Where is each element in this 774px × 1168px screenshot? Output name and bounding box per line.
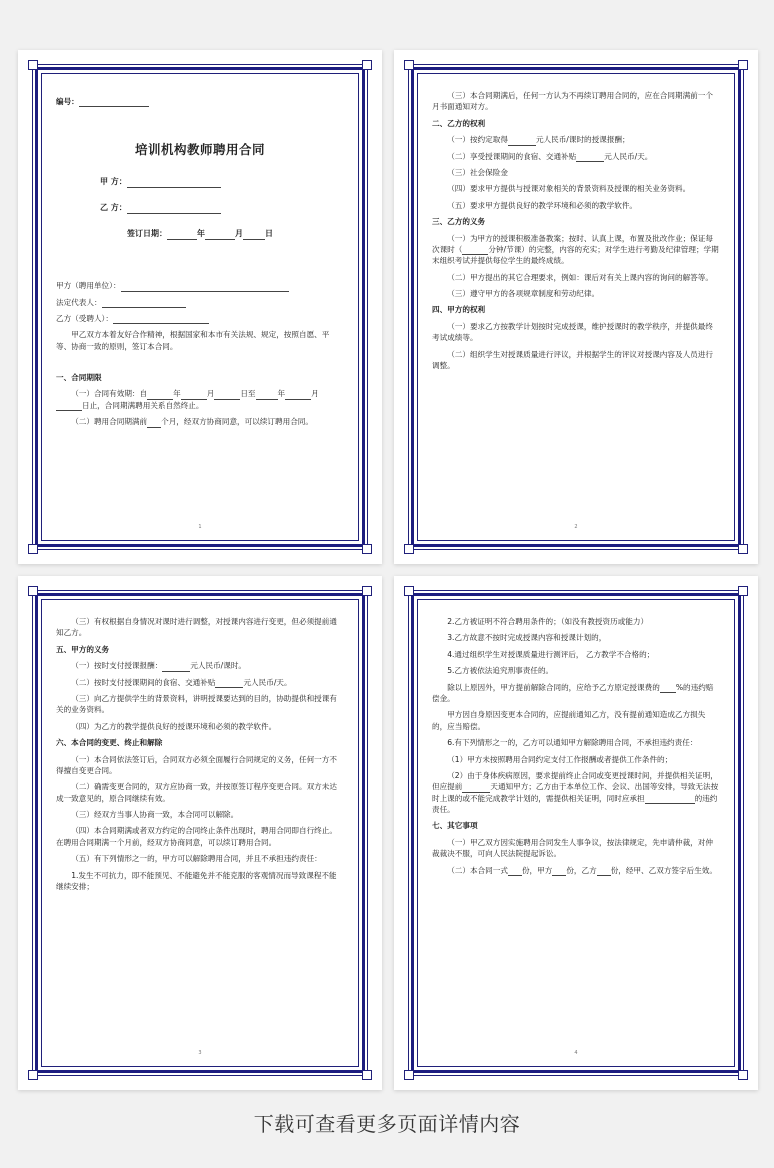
- section-heading: 二、乙方的权利: [432, 118, 486, 128]
- page-number: 3: [198, 1050, 202, 1056]
- paragraph: （二）享受授课期间的食宿、交通补贴 元人民币/天。: [447, 151, 653, 161]
- download-more-link[interactable]: 下载可查看更多页面详情内容: [253, 1112, 521, 1136]
- party-b-person: 乙方（受聘人）：: [56, 313, 344, 324]
- paragraph: （1）甲方未按照聘用合同约定支付工作报酬或者提供工作条件的；: [447, 754, 673, 764]
- paragraph: 5.乙方被依法追究刑事责任的。: [447, 666, 554, 676]
- paragraph: （三）有权根据自身情况对课时进行调整，对授课内容进行变更，但必须提前通知乙方。: [56, 617, 337, 638]
- document-page-4: [394, 576, 758, 1090]
- paragraph: （五）要求甲方提供良好的教学环境和必须的教学软件。: [447, 200, 638, 210]
- paragraph: （三）向乙方提供学生的背景资料，讲明授课要达到的目的，协助提供和授课有关的业务资料。: [56, 693, 337, 715]
- party-a-unit: 甲方（聘用单位）：: [56, 280, 344, 291]
- party-a-line: 甲 方：: [100, 176, 344, 188]
- document-page-2: [394, 50, 758, 564]
- paragraph: （三）本合同期满后，任何一方认为不再续订聘用合同的，应在合同期满前一个月书面通知对方。: [432, 91, 713, 112]
- paragraph: （一）为甲方的授课积极准备教案；按时、认真上课，布置及批改作业；保证每次课时（ 分钟/节课）的完整，内容的充实；对学生进行考勤及纪律管理；学期末组织考试并提供每位学生的最终成绩。: [432, 233, 719, 266]
- paragraph: 甲方因自身原因变更本合同的，应提前通知乙方，没有提前通知造成乙方损失的，应当赔偿。: [432, 710, 706, 731]
- paragraph: （二）甲方提出的其它合理要求，例如：课后对有关上课内容的询问的解答等。: [447, 272, 713, 282]
- paragraph: （一）按约定取得 元人民币/课时的授课报酬；: [447, 135, 630, 145]
- page-title: 培训机构教师聘用合同: [134, 142, 265, 158]
- paragraph: （三）遵守甲方的各项规章制度和劳动纪律。: [447, 289, 600, 299]
- legal-representative: 法定代表人：: [56, 297, 344, 308]
- paragraph: 1.发生不可抗力，即不能预见、不能避免并不能克服的客观情况而导致课程不能继续安排；: [56, 870, 337, 892]
- paragraph: 4.通过组织学生对授课质量进行测评后， 乙方教学不合格的；: [447, 649, 655, 659]
- section-heading: 四、甲方的权利: [432, 305, 486, 315]
- paragraph: （一）要求乙方按教学计划按时完成授课，维护授课时的教学秩序，并提供最终考试成绩等。: [432, 321, 713, 343]
- paragraph: （一）甲乙双方因实施聘用合同发生人事争议，按法律规定，先申请仲裁，对仲裁裁决不服，可向人民法院提起诉讼。: [432, 837, 713, 859]
- paragraph: （一）按时支付授课报酬： 元人民币/课时。: [71, 661, 247, 671]
- section-heading: 六、本合同的变更、终止和解除: [56, 738, 163, 748]
- page-number: 4: [574, 1050, 578, 1056]
- paragraph: 3.乙方故意不按时完成授课内容和授课计划的，: [447, 633, 607, 643]
- page-number: 2: [574, 524, 578, 530]
- paragraph: （二）组织学生对授课质量进行评议，并根据学生的评议对授课内容及人员进行调整。: [432, 349, 713, 371]
- document-page-1: [18, 50, 382, 564]
- paragraph: （二）确需变更合同的，双方应协商一致，并按原签订程序变更合同。双方未达成一致意见的，原合同继续有效。: [56, 782, 337, 803]
- section-heading: 一、合同期限: [56, 373, 102, 383]
- paragraph: （2）由于身体疾病原因，要求提前终止合同或变更授课时间，并提供相关证明，但应提前 天通知甲方；乙方由于本单位工作、会议、出国等安排，导致无法按时上课的或不能完成教学计划的，需提供相关证明，同时应承担 的违约责任。: [432, 770, 719, 815]
- paragraph: 6.有下列情形之一的，乙方可以通知甲方解除聘用合同，不承担违约责任：: [447, 738, 698, 748]
- contract-number: 编号：: [56, 96, 344, 107]
- paragraph: 除以上原因外，甲方提前解除合同的，应给予乙方原定授课费的 %的违约赔偿金。: [432, 682, 714, 703]
- paragraph: （四）要求甲方提供与授课对象相关的背景资料及授课的相关业务资料。: [447, 184, 691, 194]
- page-number: 1: [198, 524, 202, 530]
- paragraph: （一）本合同依法签订后，合同双方必须全面履行合同规定的义务，任何一方不得擅自变更合同。: [56, 754, 337, 775]
- paragraph: （五）有下列情形之一的，甲方可以解除聘用合同，并且不承担违约责任：: [71, 854, 322, 864]
- paragraph: （二）聘用合同期满前 个月，经双方协商同意，可以续订聘用合同。: [71, 417, 313, 427]
- paragraph: 2.乙方被证明不符合聘用条件的；（如没有教授资历或能力）: [447, 617, 649, 626]
- paragraph: （三）经双方当事人协商一致，本合同可以解除。: [71, 810, 239, 820]
- paragraph: （二）本合同一式 份，甲方 份，乙方 份，经甲、乙双方签字后生效。: [447, 865, 717, 875]
- paragraph: （二）按时支付授课期间的食宿、交通补贴 元人民币/天。: [71, 677, 292, 687]
- document-page-3: [18, 576, 382, 1090]
- section-heading: 三、乙方的义务: [432, 217, 486, 227]
- sign-date: 签订日期： 年 月 日: [127, 229, 273, 239]
- paragraph: （三）社会保险金: [447, 167, 508, 177]
- paragraph: （四）为乙方的教学提供良好的授课环境和必须的教学软件。: [71, 721, 277, 731]
- paragraph: （一）合同有效期：自 年 月 日至 年 月日止，合同期满聘用关系自然终止。: [56, 388, 344, 411]
- party-b-line: 乙 方：: [100, 202, 344, 214]
- section-heading: 七、其它事项: [432, 821, 478, 831]
- intro-paragraph: 甲乙双方本着友好合作精神，根据国家和本市有关法规、规定，按照自愿、平等、协商一致的原则，签订本合同。: [56, 330, 330, 351]
- paragraph: （四）本合同期满或者双方约定的合同终止条件出现时，聘用合同即自行终止。在聘用合同期满一个月前，经双方协商同意，可以续订聘用合同。: [56, 826, 337, 847]
- section-heading: 五、甲方的义务: [56, 644, 110, 654]
